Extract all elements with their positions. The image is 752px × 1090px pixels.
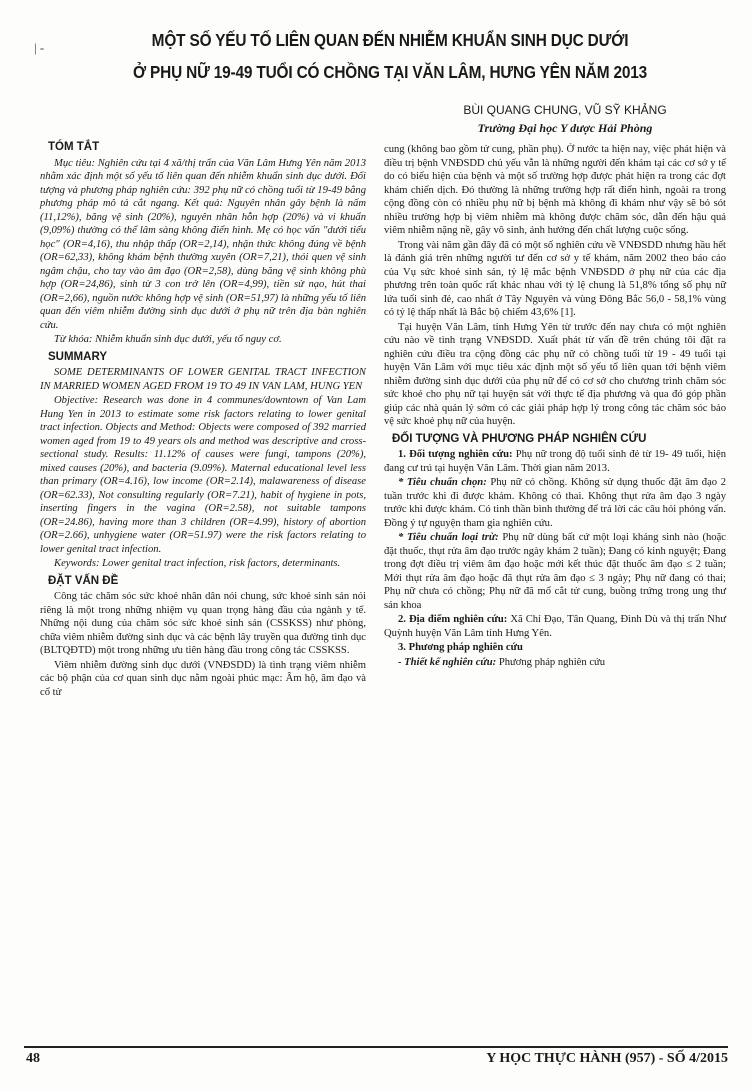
inclusion-paragraph (384, 476, 726, 530)
subjects-paragraph (384, 448, 726, 475)
introduction-paragraph-4: Trong vài năm gần đây đã có một số nghiên cứu về VNĐSDD nhưng hầu hết là đánh giá trên những người tư đến cơ sở y tế khám, năm 2002 theo báo cáo của Vụ sức khoẻ sinh sản, tỷ lệ mắc bệnh VNĐSDD ở phụ nữ của các địa phương trên toàn quốc rất khác nhau với tỷ lệ chung là 51,8% tổng số phụ nữ lứa tuổi sinh đẻ, cao nhất ở Tây Nguyên và vùng Đông Bắc 56,0 - 58,1% vùng có tỷ lệ thấp nhất là Bắc bộ chiếm 43,6% [1]. (384, 239, 726, 318)
location-paragraph (384, 613, 726, 640)
summary-heading: SUMMARY (48, 350, 107, 363)
left-column (40, 137, 366, 700)
abstract-heading: TÓM TẮT (48, 141, 100, 153)
article-title-line-1: MỘT SỐ YẾU TỐ LIÊN QUAN ĐẾN NHIỄM KHUẨN SINH DỤC DƯỚI (151, 30, 629, 50)
design-text: Phương pháp nghiên cứu (496, 656, 606, 668)
introduction-paragraph-2: Viêm nhiễm đường sinh dục dưới (VNĐSDD) là tình trạng viêm nhiễm các bộ phận của cơ quan sinh dục nằm ngoài phúc mạc: Âm hộ, âm đạo và cổ tử (40, 659, 366, 698)
exclusion-text: Phụ nữ dùng bất cứ một loại kháng sinh nào (hoặc đặt thuốc, thụt rửa âm đạo trước ngày khám 2 tuần); Đang có kinh nguyệt; Đang trong đợt điều trị viêm âm đạo hoặc mới kết thúc đặt thuốc âm đạo ≤ 2 tuần; Mới thụt rửa âm đạo hoặc đã thụt rửa âm đạo ≤ 3 ngày; Phụ nữ đang có thai; Phụ nữ chưa có chồng; Phụ nữ đã mổ cắt tử cung, buồng trứng trong ung thư sản khoa (384, 532, 726, 611)
margin-mark: | - (34, 40, 45, 55)
methods-heading: ĐỐI TƯỢNG VÀ PHƯƠNG PHÁP NGHIÊN CỨU (392, 432, 647, 445)
journal-name: Y HỌC THỰC HÀNH (957) - SỐ 4/2015 (486, 1051, 728, 1066)
authors: BÙI QUANG CHUNG, VŨ SỸ KHẢNG (463, 103, 667, 117)
keywords-en: Keywords: Lower genital tract infection, risk factors, determinants. (54, 558, 341, 569)
inclusion-label: * Tiêu chuẩn chọn: (398, 477, 487, 488)
article-title-line-2: Ở PHỤ NỮ 19-49 TUỔI CÓ CHỒNG TẠI VĂN LÂM, HƯNG YÊN NĂM 2013 (132, 62, 648, 82)
introduction-paragraph-3: cung (không bao gồm tử cung, phần phụ). Ở nước ta hiện nay, việc phát hiện và điều trị bệnh VNĐSDD chủ yếu vẫn là những người đến khám tại các cơ sở y tế do có biểu hiện của bệnh và một số trường hợp được phát hiện ra trong các đợt khám chiến dịch. Đó thường là những trường hợp rất điển hình, ngoài ra trong cộng đồng còn có nhiều phụ nữ bị bệnh mà không đi khám như vậy sẽ bỏ sót nhiều trường hợp bị viêm nhiễm mà không được chăm sóc, dẫn đến hậu quả viêm nhiễm nặng nề, gây vô sinh, ảnh hưởng đến chất lượng cuộc sống. (384, 144, 726, 236)
location-label: 2. Địa điểm nghiên cứu: (398, 614, 508, 625)
subjects-text: Phụ nữ trong độ tuổi sinh đẻ từ 19- 49 tuổi, hiện đang cư trú tại huyện Văn Lâm. Thời gian năm 2013. (384, 449, 726, 474)
summary-title: SOME DETERMINANTS OF LOWER GENITAL TRACT INFECTION IN MARRIED WOMEN AGED FROM 19 TO 49 IN VAN LAM, HUNG YEN (40, 367, 366, 392)
footer-rule (24, 1046, 728, 1048)
exclusion-paragraph (384, 531, 726, 612)
right-column (384, 143, 726, 670)
introduction-heading: ĐẶT VẤN ĐỀ (48, 574, 119, 587)
affiliation: Trường Đại học Y dược Hải Phòng (477, 121, 653, 135)
keywords-vn: Từ khóa: Nhiễm khuẩn sinh dục dưới, yếu tố nguy cơ. (54, 334, 282, 345)
design-label: - Thiết kế nghiên cứu: (398, 656, 497, 668)
methods-subheading: 3. Phương pháp nghiên cứu (398, 642, 523, 653)
abstract-text: Mục tiêu: Nghiên cứu tại 4 xã/thị trấn của Văn Lâm Hưng Yên năm 2013 nhằm xác định một số yếu tố liên quan đến nhiễm khuẩn sinh dục dưới. Đối tượng và phương pháp nghiên cứu: 392 phụ nữ có chồng tuổi từ 19-49 bằng phương pháp mô tả cắt ngang. Kết quả: Nguyên nhân gây bệnh là nấm (11,12%), băng vệ sinh (20%), nguyên nhân hỗn hợp (20%) và vi khuẩn (9,09%) thường có thể lâm sàng không điển hình. Mẹ có học vấn "dưới tiểu học" (OR=4,16), thu nhập thấp (OR=2,14), nhận thức không đúng về bệnh (OR=62,33), không khám bệnh thường xuyên (OR=7,21), thói quen vệ sinh ngâm chậu, cho tay vào âm đạo (OR=2,58), dùng băng vệ sinh không phù hợp (OR=24,86), sinh từ 3 con trở lên (OR=4,99), tiền sử nạo, hút thai (OR=2,66), nguồn nước không hợp vệ sinh (OR=51,97) là những yếu tố liên quan đến viêm nhiễm đường sinh dục dưới ở phụ nữ trên địa bàn nghiên cứu. (40, 157, 366, 331)
location-text: Xã Chỉ Đạo, Tân Quang, Đình Dù và thị trấn Như Quỳnh huyện Văn Lâm tỉnh Hưng Yên. (384, 614, 726, 639)
design-paragraph (384, 656, 726, 670)
introduction-paragraph-1: Công tác chăm sóc sức khoẻ nhân dân nói chung, sức khoẻ sinh sản nói riêng là một trong những nhiệm vụ quan trọng hàng đầu của ngành y tế. Những nội dung của chăm sóc sức khoẻ sinh sản (CSSKSS) như phòng, chữa viêm nhiễm đường sinh dục và các bệnh lây truyền qua đường tình dục (BLTQĐTD) một trong những ưu tiên hàng đầu trong công tác CSSKSS. (40, 591, 366, 656)
exclusion-label: * Tiêu chuẩn loại trừ: (398, 532, 499, 543)
introduction-paragraph-5: Tại huyện Văn Lâm, tỉnh Hưng Yên từ trước đến nay chưa có một nghiên cứu nào về tình trạng VNĐSDD. Xuất phát từ vấn đề trên chúng tôi đặt ra nghiên cứu điều tra cộng đồng các phụ nữ có chồng tuổi từ 19 - 49 tuổi tại huyện Văn Lâm với mục tiêu xác định một số yếu tố liên quan tới bệnh viêm nhiễm đường sinh dục dưới của phụ nữ để có cơ sở cho chương trình chăm sóc sức khoẻ cho phụ nữ tại huyện sát với thực tế địa phương và qua đó góp phần giúp các nhà quản lý sớm có các giải pháp hợp lý trong công tác chăm sóc bảo vệ sức khoẻ phụ nữ của huyện. (384, 321, 726, 427)
subjects-label: 1. Đối tượng nghiên cứu: (398, 449, 513, 460)
page-number: 48 (26, 1051, 40, 1066)
summary-text: Objective: Research was done in 4 communes/downtown of Van Lam Hung Yen in 2013 to estimate some risk factors relating to lower genital tract infection. Objects and Method: Objects were composed of 392 married women aged from 19 to 49 years ols and method was descriptive and cross-sectional study. Results: 11.12% of causes were fungi, tampons (20%), mixed causes (20%), and bacteria (9.09%). Maternal educational level less than primary (OR=4.16), low income (OR=2.14), malawareness of disease (OR=62.33), Not consulting regularly (OR=7.21), habit of hygiene in pots, inserting fingers in the vagina (OR=2.58), not suitable tampons (OR=24.86), having more than 3 children (OR=4.99), history of abortion (OR=2.66), unhygiene water (OR=51.97) were the risk factors relating to lower genital tract infection. (40, 395, 366, 555)
inclusion-text: Phụ nữ có chồng. Không sử dụng thuốc đặt âm đạo 2 tuần trước khi đi được khám. Không có thai. Không thụt rửa âm đạo 3 ngày trước khi được khám. Có tinh thần bình thường để trả lời các câu hỏi phỏng vấn. Đồng ý tự nguyện tham gia nghiên cứu. (384, 477, 727, 529)
